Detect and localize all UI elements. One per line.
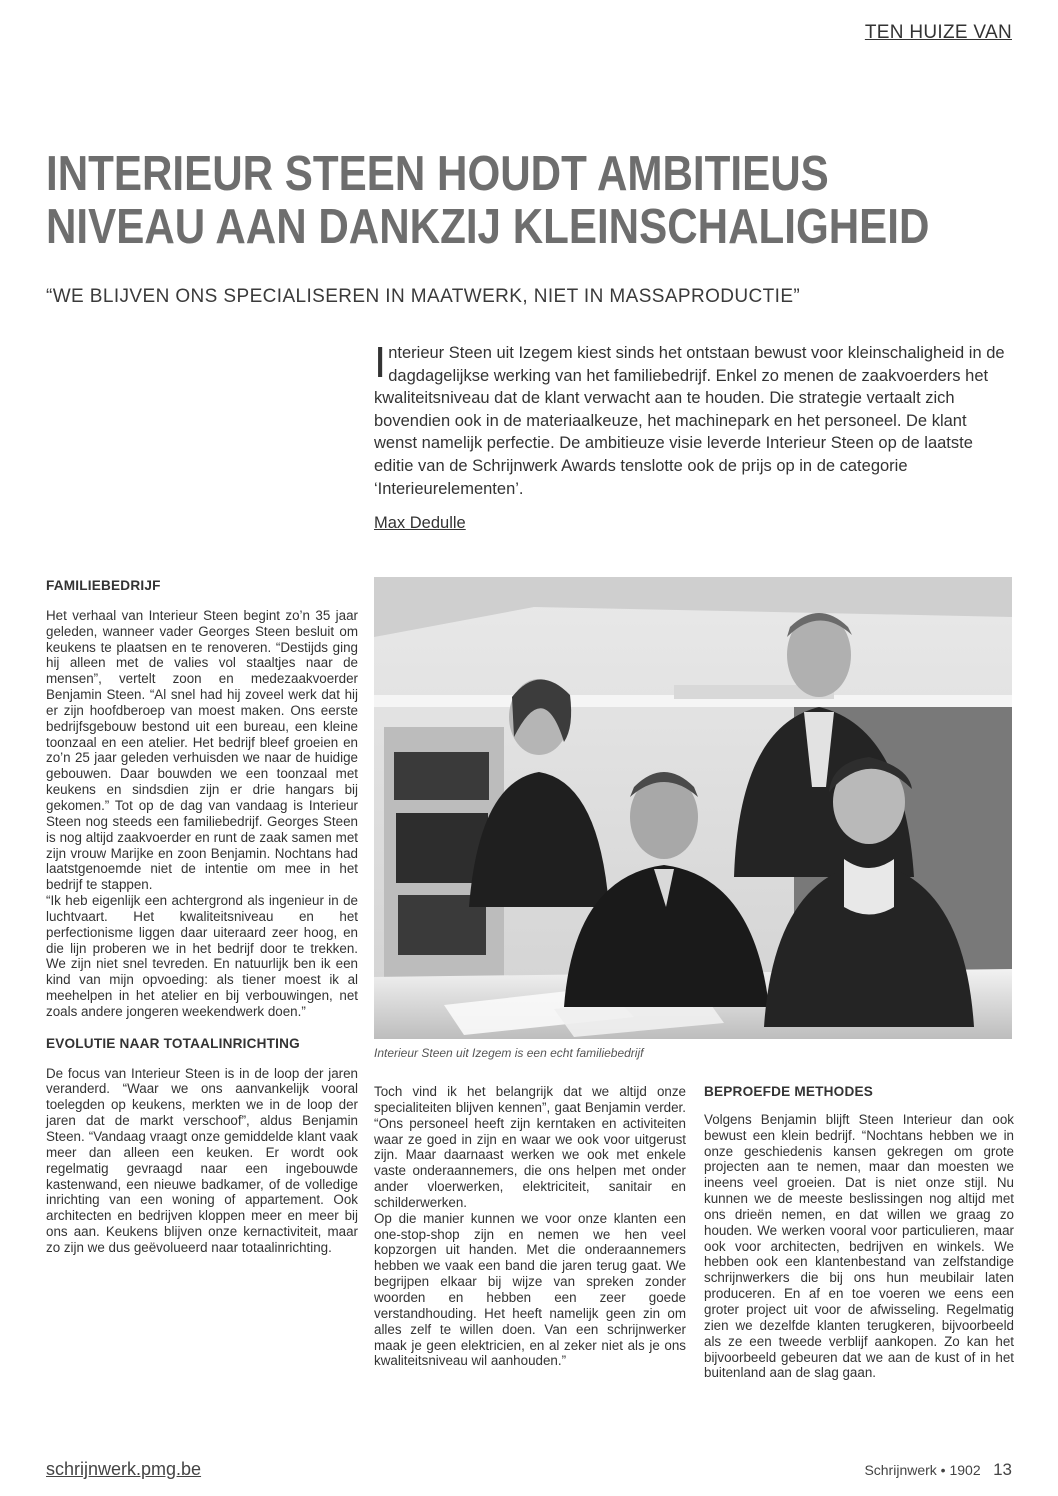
- heading-beproefde-methodes: BEPROEFDE METHODES: [704, 1084, 874, 1099]
- paragraph: Volgens Benjamin blijft Steen Interieur dan ook bewust een klein bedrijf. “Nochtans hebben we in onze geschiedenis kansen gekregen om grote projecten aan te nemen, maar dan moesten we ineens veel groeien. Dat is niet onze stijl. Nu kunnen we de meeste beslissingen nog altijd met ons drieën nemen, en dat willen we graag zo houden. We werken vooral voor particulieren, maar ook voor architecten, bedrijven en winkels. We hebben ook een klantenbestand van zelfstandige schrijnwerkers die bij ons hun meubilair laten produceren. En af en toe voeren we eens een groter project uit voor de afwisseling. Regelmatig zien we dezelfde klanten terugkeren, bijvoorbeeld als ze een tweede verblijf aankopen. Zo kan het bijvoorbeeld gebeuren dat we aan de kust of in het buitenland aan de slag gaan.: [704, 1111, 1014, 1381]
- column-left: [46, 578, 358, 1256]
- paragraph: Het verhaal van Interieur Steen begint zo’n 35 jaar geleden, wanneer vader Georges Steen besluit om keukens te plaatsen en te renoveren. “Destijds ging hij alleen met de valies vol staaltjes naar de mensen”, vertelt zoon en medezaakvoerder Benjamin Steen. “Al snel had hij zoveel werk dat hij er zijn hoofdberoep van moest maken. Ons eerste bedrijfsgebouw bestond uit een bureau, een kleine toonzaal en een atelier. Het bedrijf bleef groeien en zo’n 25 jaar geleden verhuisden we naar de huidige gebouwen. Daar bouwden we een toonzaal met keukens en sindsdien zijn er drie hangars bij gekomen.” Tot op de dag van vandaag is Interieur Steen nog steeds een familiebedrijf. Georges Steen is nog altijd zaakvoerder en runt de zaak samen met zijn vrouw Marijke en zoon Benjamin. Nochtans had laatstgenoemde niet de intentie om mee in het bedrijf te stappen.: [46, 607, 358, 893]
- intro-dropcap: I: [374, 338, 387, 387]
- family-photo-illustration: [374, 577, 1012, 1039]
- article-headline: [46, 147, 930, 254]
- section-tag: TEN HUIZE VAN: [864, 22, 1012, 43]
- footer-website-link[interactable]: schrijnwerk.pmg.be: [46, 1459, 202, 1479]
- family-photo: [374, 577, 1012, 1039]
- intro-text: nterieur Steen uit Izegem kiest sinds het ontstaan bewust voor kleinschaligheid in de dagdagelijkse werking van het familiebedrijf. Enkel zo menen de zaakvoerders het kwaliteitsniveau dat de klant verwacht aan te houden. Die strategie vertaalt zich bovendien ook in de materiaalkeuze, het machinepark en het personeel. De klant wenst namelijk perfectie. De ambitieuze visie leverde Interieur Steen op de laatste editie van de Schrijnwerk Awards tenslotte ook de prijs op in de categorie ‘Interieurelementen’.: [374, 344, 1005, 498]
- author-byline: Max Dedulle: [374, 514, 466, 532]
- paragraph: “Ik heb eigenlijk een achtergrond als ingenieur in de luchtvaart. Het kwaliteitsniveau en het perfectionisme liggen daar uiteraard zeer hoog, en die lijn proberen we in het bedrijf door te trekken. We zijn niet snel tevreden. En natuurlijk ben ik een kind van mijn opvoeding: als tiener moest ik al meehelpen in het atelier en bij verbouwingen, net zoals andere jongeren weekendwerk doen.”: [46, 893, 358, 1019]
- article-intro: [374, 338, 1014, 500]
- paragraph: Op die manier kunnen we voor onze klanten een one-stop-shop zijn en nemen we hen veel kopzorgen uit handen. Met die onderaannemers hebben we vaak een band die jaren terug gaat. We begrijpen elkaar bij wijze van spreken zonder woorden en hebben een zeer goede verstandhouding. Het heeft namelijk geen zin om alles zelf te willen doen. Van een schrijnwerker maak je geen elektricien, en al zeker niet als je ons kwaliteitsniveau wil aanhouden.”: [374, 1210, 686, 1369]
- photo-caption: Interieur Steen uit Izegem is een echt familiebedrijf: [374, 1046, 644, 1060]
- page-number: 13: [993, 1460, 1012, 1479]
- paragraph: Toch vind ik het belangrijk dat we altijd onze specialiteiten blijven kennen”, gaat Benjamin verder. “Ons personeel heeft zijn kerntaken en activiteiten waar ze goed in zijn en waar we ook voor uitgerust zijn. Maar daarnaast werken we ook met enkele vaste onderaannemers, die ons helpen met onder ander vloerwerken, elektriciteit, sanitair en schilderwerken.: [374, 1084, 686, 1210]
- headline-line-2: NIVEAU AAN DANKZIJ KLEINSCHALIGHEID: [46, 200, 930, 254]
- heading-familiebedrijf: FAMILIEBEDRIJF: [46, 578, 161, 593]
- magazine-issue: Schrijnwerk • 1902: [864, 1462, 981, 1478]
- column-right: [704, 1084, 1014, 1381]
- headline-line-1: INTERIEUR STEEN HOUDT AMBITIEUS: [46, 147, 829, 201]
- heading-evolutie: EVOLUTIE NAAR TOTAALINRICHTING: [46, 1035, 300, 1051]
- column-middle: [374, 1084, 686, 1369]
- article-subheadline: “WE BLIJVEN ONS SPECIALISEREN IN MAATWERK, NIET IN MASSAPRODUCTIE”: [46, 286, 801, 307]
- paragraph: De focus van Interieur Steen is in de loop der jaren veranderd. “Waar we ons aanvankelijk vooral toelegden op keukens, merkten we in de loop der jaren dat de markt verschoof”, aldus Benjamin Steen. “Vandaag vraagt onze gemiddelde klant vaak meer dan alleen een keuken. Er wordt ook regelmatig gevraagd naar een ingebouwde kastenwand, een nieuwe badkamer, of de volledige inrichting van een woning of appartement. Ook architecten en bedrijven kloppen meer en meer bij ons aan. Keukens blijven onze kernactiviteit, maar zo zijn we dus geëvolueerd naar totaalinrichting.: [46, 1065, 358, 1255]
- footer-page-info: [864, 1460, 1012, 1480]
